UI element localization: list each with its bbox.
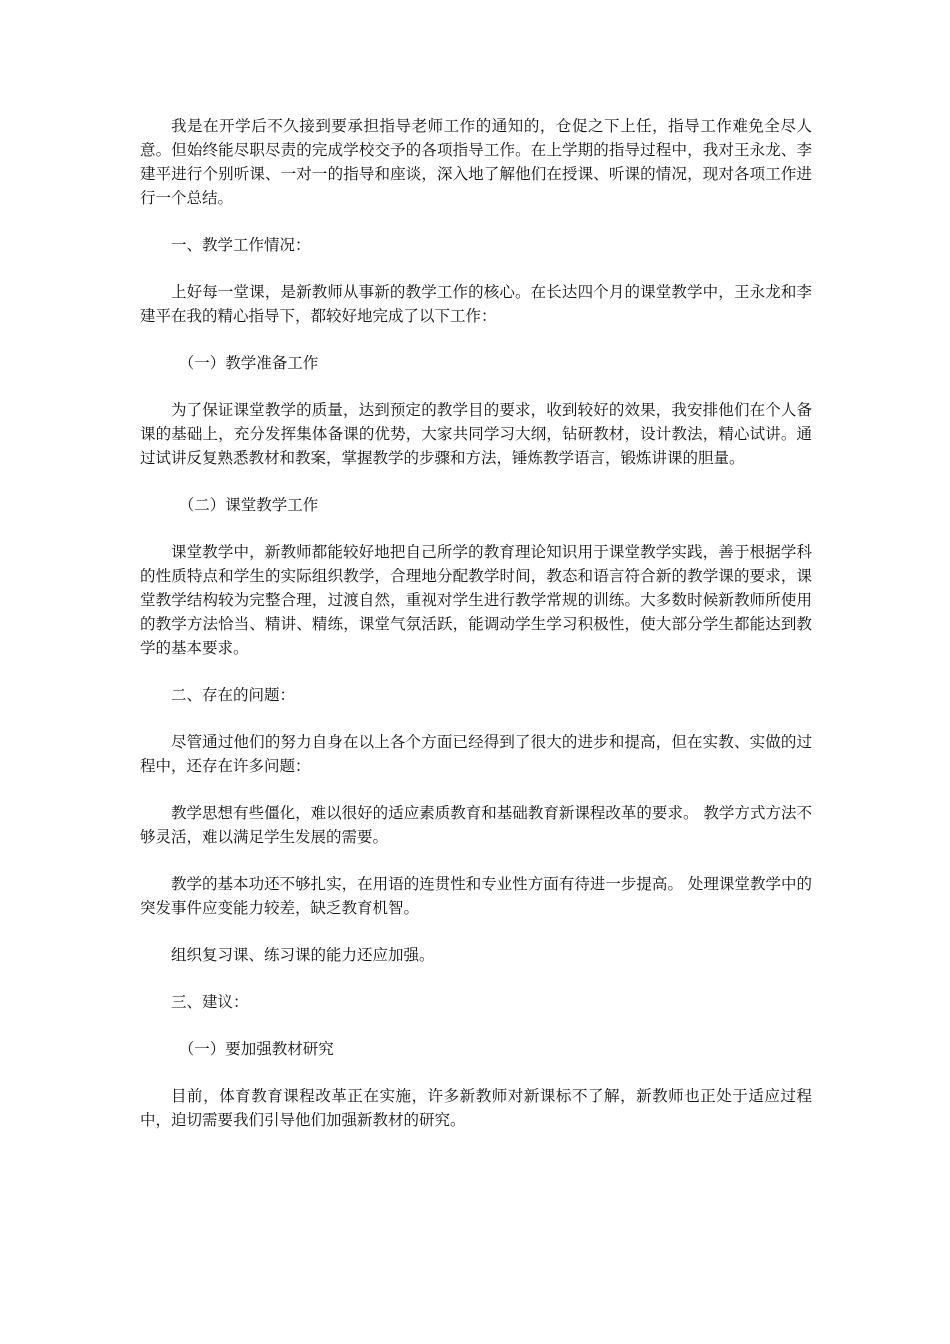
paragraph-problem-review: 组织复习课、练习课的能力还应加强。 — [171, 946, 435, 964]
subheading-classroom: （二）课堂教学工作 — [178, 496, 319, 514]
section-heading-teaching: 一、教学工作情况： — [171, 236, 311, 254]
paragraph-teaching-core: 上好每一堂课，是新教师从事新的教学工作的核心。在长达四个月的课堂教学中，王永龙和李建平在我的精心指导下，都较好地完成了以下工作： — [140, 283, 812, 325]
paragraph-preparation: 为了保证课堂教学的质量，达到预定的教学目的要求，收到较好的效果，我安排他们在个人备课的基础上，充分发挥集体备课的优势，大家共同学习大纲，钻研教材，设计教法，精心试讲。通过试讲反复熟悉教材和教案，掌握教学的步骤和方法，锤炼教学语言，锻炼讲课的胆量。 — [140, 401, 812, 467]
paragraph-problem-skills: 教学的基本功还不够扎实，在用语的连贯性和专业性方面有待进一步提高。 处理课堂教学中的突发事件应变能力较差，缺乏教育机智。 — [140, 875, 812, 917]
section-heading-suggestions: 三、建议： — [171, 993, 249, 1011]
paragraph-intro: 我是在开学后不久接到要承担指导老师工作的通知的，仓促之下上任，指导工作难免全尽人意。但始终能尽职尽责的完成学校交予的各项指导工作。在上学期的指导过程中，我对王永龙、李建平进行个别听课、一对一的指导和座谈，深入地了解他们在授课、听课的情况，现对各项工作进行一个总结。 — [140, 117, 812, 207]
paragraph-classroom: 课堂教学中，新教师都能较好地把自己所学的教育理论知识用于课堂教学实践，善于根据学科的性质特点和学生的实际组织教学，合理地分配教学时间，教态和语言符合新的教学课的要求，课堂教学结构较为完整合理，过渡自然，重视对学生进行教学常规的训练。大多数时候新教师所使用的教学方法恰当、精讲、精练，课堂气氛活跃，能调动学生学习积极性，使大部分学生都能达到教学的基本要求。 — [140, 543, 812, 657]
paragraph-problems-intro: 尽管通过他们的努力自身在以上各个方面已经得到了很大的进步和提高，但在实教、实做的过程中，还存在许多问题： — [140, 733, 812, 775]
paragraph-materials: 目前，体育教育课程改革正在实施，许多新教师对新课标不了解，新教师也正处于适应过程中，迫切需要我们引导他们加强新教材的研究。 — [140, 1087, 812, 1129]
document-body — [140, 114, 812, 1155]
section-heading-problems: 二、存在的问题： — [171, 686, 296, 704]
paragraph-problem-thinking: 教学思想有些僵化，难以很好的适应素质教育和基础教育新课程改革的要求。 教学方式方法不够灵活，难以满足学生发展的需要。 — [140, 804, 812, 846]
subheading-preparation: （一）教学准备工作 — [178, 354, 319, 372]
subheading-materials: （一）要加强教材研究 — [178, 1040, 334, 1058]
